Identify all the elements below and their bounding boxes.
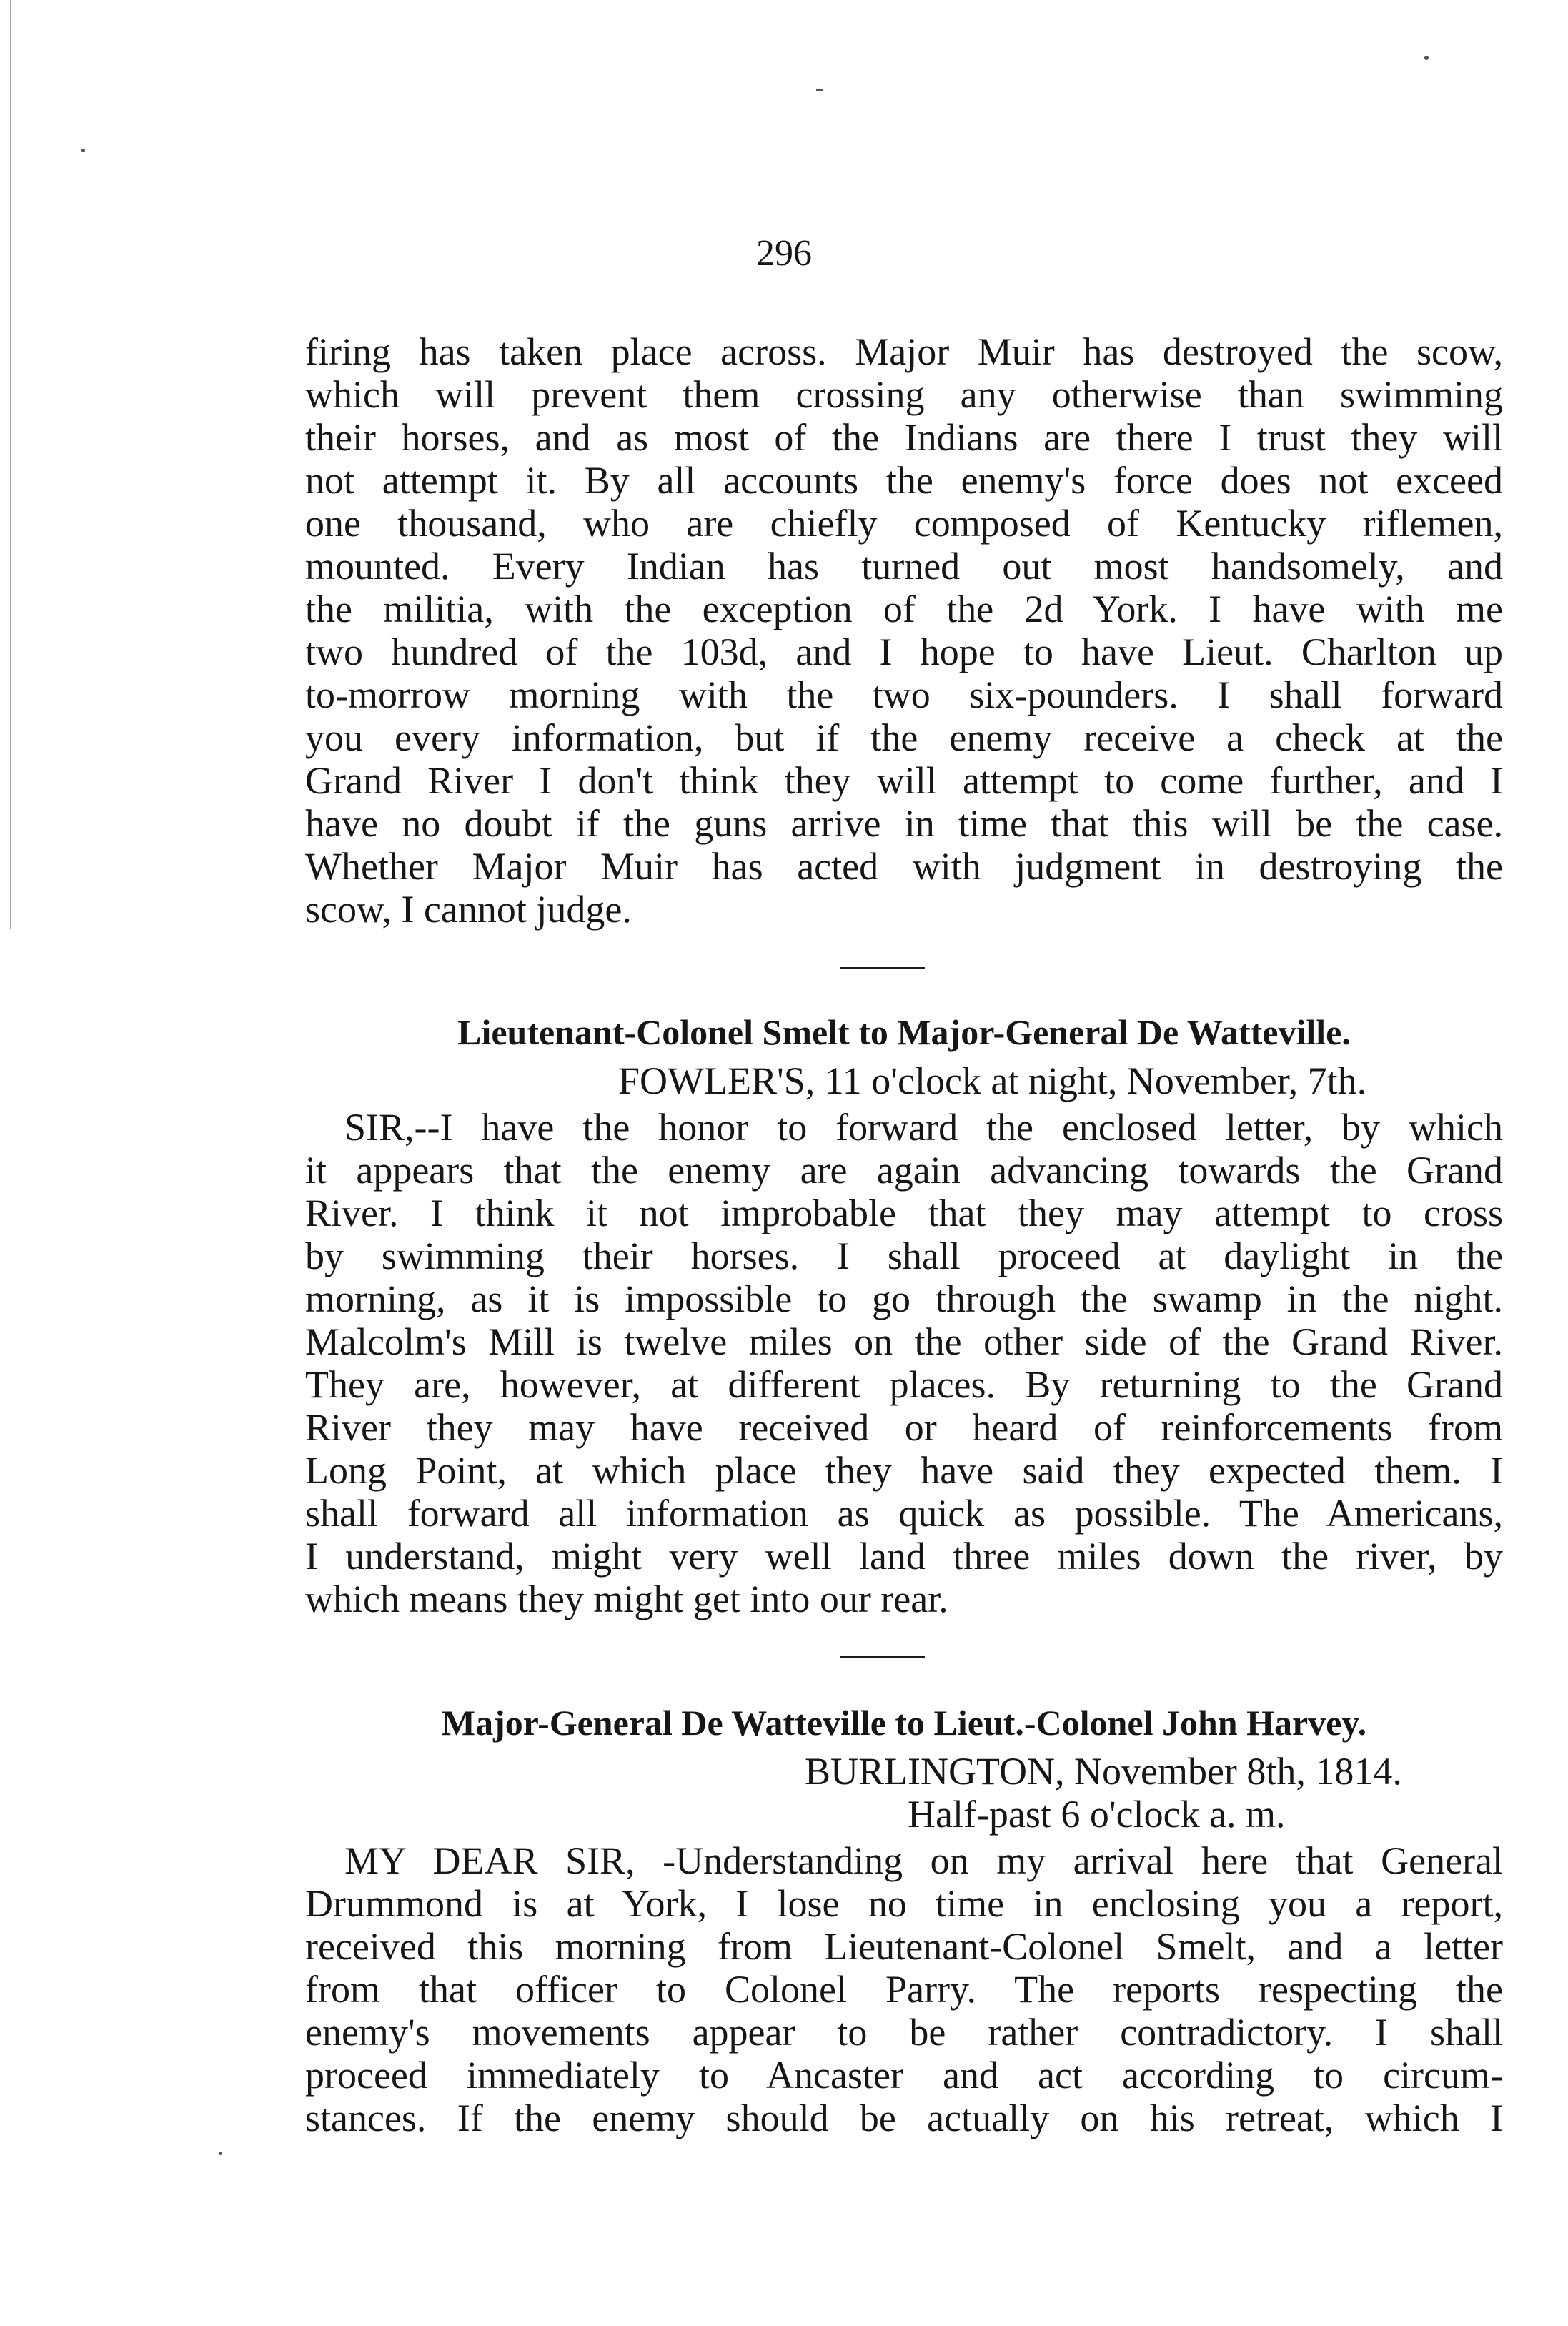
text-line: from that officer to Colonel Parry. The reports respecting the <box>305 1968 1503 2011</box>
text-line: enemy's movements appear to be rather contradictory. I shall <box>305 2011 1503 2054</box>
section-divider <box>840 1656 925 1658</box>
text-line: shall forward all information as quick as possible. The Americans, <box>305 1492 1503 1535</box>
text-line: They are, however, at different places. By returning to the Grand <box>305 1363 1503 1406</box>
text-line: Whether Major Muir has acted with judgment in destroying the <box>305 845 1503 888</box>
text-line: not attempt it. By all accounts the enemy's force does not exceed <box>305 459 1503 502</box>
scan-speck <box>1424 56 1429 60</box>
text-line: Grand River I don't think they will attempt to come further, and I <box>305 759 1503 802</box>
letter-heading: Lieutenant-Colonel Smelt to Major-General De Watteville. <box>457 1012 1351 1052</box>
text-line: River. I think it not improbable that they may attempt to cross <box>305 1192 1503 1234</box>
text-line: it appears that the enemy are again advancing towards the Grand <box>305 1149 1503 1192</box>
letter-dateline-time: Half-past 6 o'clock a. m. <box>908 1793 1286 1836</box>
letter-dateline: FOWLER'S, 11 o'clock at night, November, 7th. <box>618 1059 1367 1102</box>
text-line: stances. If the enemy should be actually on his retreat, which I <box>305 2097 1503 2139</box>
text-line: Malcolm's Mill is twelve miles on the other side of the Grand River. <box>305 1320 1503 1363</box>
text-line: firing has taken place across. Major Muir has destroyed the scow, <box>305 330 1503 373</box>
text-line-last: scow, I cannot judge. <box>305 888 632 931</box>
text-line: River they may have received or heard of reinforcements from <box>305 1406 1503 1449</box>
scan-speck <box>81 149 85 152</box>
text-line: I understand, might very well land three miles down the river, by <box>305 1535 1503 1578</box>
text-line: their horses, and as most of the Indians are there I trust they will <box>305 416 1503 459</box>
text-line: two hundred of the 103d, and I hope to have Lieut. Charlton up <box>305 630 1503 673</box>
text-line-last: which means they might get into our rear. <box>305 1578 948 1620</box>
scan-speck <box>219 2152 222 2155</box>
text-line: by swimming their horses. I shall proceed at daylight in the <box>305 1234 1503 1277</box>
page-number: 296 <box>756 233 812 274</box>
left-margin-scan-shadow <box>10 0 11 929</box>
text-line: Long Point, at which place they have said they expected them. I <box>305 1449 1503 1492</box>
text-line: Drummond is at York, I lose no time in enclosing you a report, <box>305 1882 1503 1925</box>
text-line: one thousand, who are chiefly composed of Kentucky riflemen, <box>305 502 1503 545</box>
text-line: proceed immediately to Ancaster and act according to circum- <box>305 2054 1503 2097</box>
text-line: mounted. Every Indian has turned out most handsomely, and <box>305 545 1503 588</box>
text-line: you every information, but if the enemy receive a check at the <box>305 716 1503 759</box>
text-line: SIR,--I have the honor to forward the enclosed letter, by which <box>344 1106 1503 1149</box>
letter-heading: Major-General De Watteville to Lieut.-Colonel John Harvey. <box>441 1703 1367 1743</box>
text-line: which will prevent them crossing any otherwise than swimming <box>305 373 1503 416</box>
section-divider <box>840 967 925 969</box>
text-line: have no doubt if the guns arrive in time that this will be the case. <box>305 802 1503 845</box>
text-line: the militia, with the exception of the 2d York. I have with me <box>305 588 1503 630</box>
scan-speck <box>816 89 823 91</box>
text-line: MY DEAR SIR, -Understanding on my arrival here that General <box>344 1839 1503 1882</box>
text-line: morning, as it is impossible to go through the swamp in the night. <box>305 1277 1503 1320</box>
text-line: to-morrow morning with the two six-pounders. I shall forward <box>305 673 1503 716</box>
text-line: received this morning from Lieutenant-Colonel Smelt, and a letter <box>305 1925 1503 1968</box>
letter-dateline: BURLINGTON, November 8th, 1814. <box>805 1750 1402 1793</box>
